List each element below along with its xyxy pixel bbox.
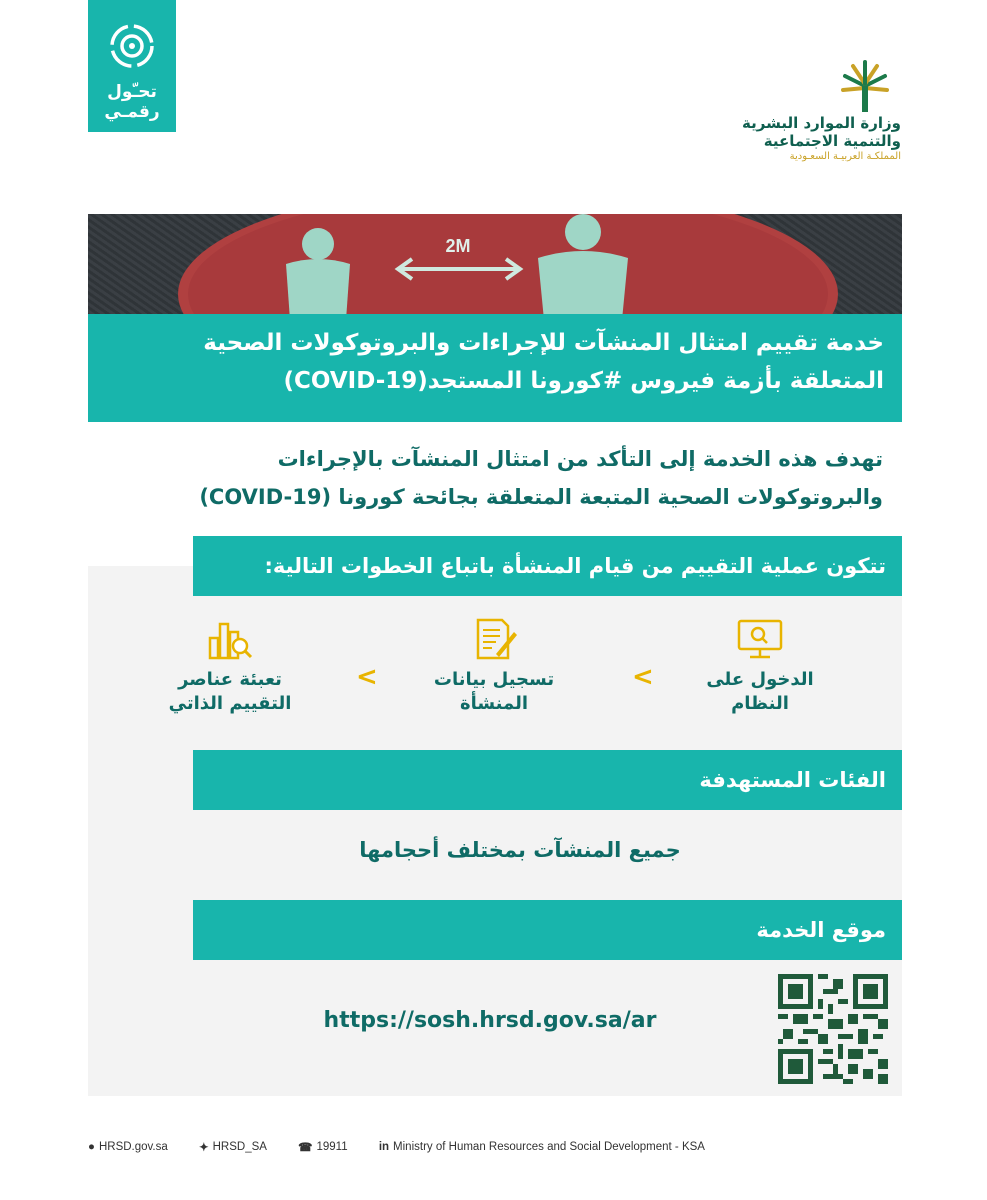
document-pen-icon <box>470 618 518 660</box>
phone-icon: ☎ <box>298 1142 313 1154</box>
targets-text: جميع المنشآت بمختلف أحجامها <box>359 838 681 862</box>
description-line-2: والبروتوكولات الصحية المتبعة المتعلقة بجائحة كورونا (COVID-19) <box>199 485 883 509</box>
globe-icon: ● <box>88 1140 95 1153</box>
steps-header: تتكون عملية التقييم من قيام المنشأة باتباع الخطوات التالية: <box>193 536 902 596</box>
targets-header: الفئات المستهدفة <box>193 750 902 810</box>
ministry-logo <box>731 60 901 170</box>
description-line-1: تهدف هذه الخدمة إلى التأكد من امتثال المنشآت بالإجراءات <box>277 447 883 471</box>
linkedin-icon: in <box>378 1140 390 1153</box>
step-arrow-icon: < <box>632 662 654 692</box>
location-header: موقع الخدمة <box>193 900 902 960</box>
social-icon: ✦ <box>198 1142 209 1154</box>
step-register <box>404 618 584 716</box>
service-description <box>103 440 883 516</box>
chart-search-icon <box>206 618 254 660</box>
step-login <box>670 618 850 716</box>
qr-code-icon[interactable] <box>778 974 888 1084</box>
badge-line-1: تحـّول <box>107 82 157 102</box>
digital-transformation-icon <box>108 22 156 70</box>
step-2-line-1: تسجيل بيانات <box>433 669 555 690</box>
footer-website[interactable]: HRSD.gov.sa <box>98 1140 168 1153</box>
step-3-line-2: التقييم الذاتي <box>168 693 292 714</box>
service-url-link[interactable]: https://sosh.hrsd.gov.sa/ar <box>323 1008 657 1033</box>
palm-tree-logo-icon <box>837 60 893 114</box>
step-2-line-2: المنشأة <box>459 693 529 714</box>
title-line-2: المتعلقة بأزمة فيروس #كورونا المستجد(COVID-19) <box>283 368 884 394</box>
badge-line-2: رقمـي <box>104 102 160 122</box>
step-arrow-icon: < <box>356 662 378 692</box>
step-self-assessment <box>140 618 320 716</box>
ministry-country: المملكـة العربيـة السعـودية <box>789 151 901 162</box>
footer-phone[interactable]: 19911 <box>316 1141 348 1153</box>
title-line-1: خدمة تقييم امتثال المنشآت للإجراءات والبروتوكولات الصحية <box>203 330 884 356</box>
step-1-line-2: النظام <box>731 693 789 714</box>
computer-search-icon <box>736 618 784 660</box>
service-title <box>88 314 902 422</box>
footer-social[interactable]: HRSD_SA <box>212 1141 267 1153</box>
footer-linkedin[interactable]: Ministry of Human Resources and Social Development - KSA <box>393 1140 705 1153</box>
hero-image <box>88 214 902 320</box>
footer <box>88 1140 908 1160</box>
ministry-name-line-2: والتنمية الاجتماعية <box>763 132 901 150</box>
step-1-line-1: الدخول على <box>706 669 814 690</box>
digital-transformation-badge <box>88 0 176 132</box>
ministry-name-line-1: وزارة الموارد البشرية <box>742 114 901 132</box>
distance-label: 2M <box>445 236 471 256</box>
step-3-line-1: تعبئة عناصر <box>178 669 282 690</box>
